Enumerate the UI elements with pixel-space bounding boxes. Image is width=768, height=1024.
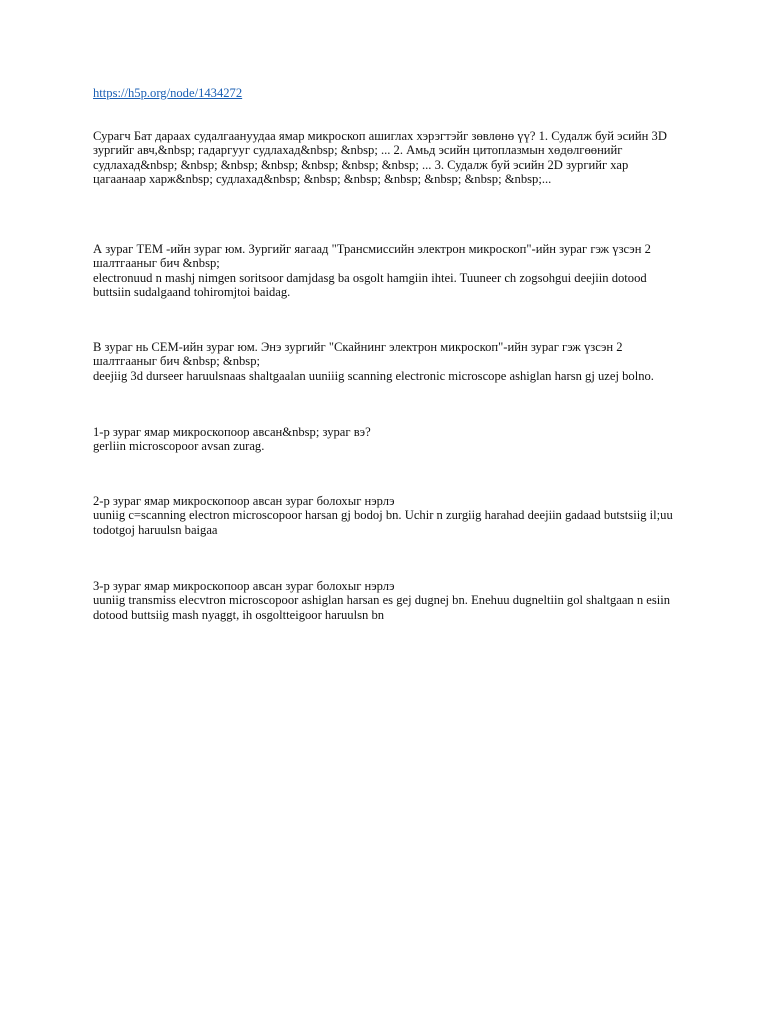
section-answer: uuniig c=scanning electron microscopoor harsan gj bodoj bn. Uchir n zurgiig harahad deejiin gadaad butstsiig il;uu todotgoj haruulsn baigaa (93, 508, 673, 537)
section-3 (93, 425, 678, 454)
section-question: 3-р зураг ямар микроскопоор авсан зураг болохыг нэрлэ (93, 579, 395, 593)
section-question: В зураг нь СЕМ-ийн зураг юм. Энэ зургийг "Скайнинг электрон микроскоп"-ийн зураг гэж үзсэн 2 шалтгааныг бич &nbsp; &nbsp; (93, 340, 623, 369)
section-answer: uuniig transmiss elecvtron microscopoor ashiglan harsan es gej dugnej bn. Enehuu dugneltiin gol shaltgaan n esiin dotood buttsiig mash nyaggt, ih osgoltteigoor haruulsn bn (93, 593, 671, 622)
section-answer: deejiig 3d durseer haruulsnaas shaltgaalan uuniiig scanning electronic microscope ashiglan harsn gj uzej bolno. (93, 368, 654, 383)
section-4 (93, 494, 678, 537)
section-question: 1-р зураг ямар микроскопоор авсан&nbsp; зураг вэ? (93, 425, 371, 439)
section-5 (93, 579, 678, 622)
section-question: 2-р зураг ямар микроскопоор авсан зураг болохыг нэрлэ (93, 494, 395, 508)
section-1 (93, 242, 678, 300)
section-question: А зураг ТЕМ -ийн зураг юм. Зургийг яагаад "Трансмиссийн электрон микроскоп"-ийн зураг гэж үзсэн 2 шалтгааныг бич &nbsp; (93, 242, 651, 271)
section-answer: gerliin microscopoor avsan zurag. (93, 439, 265, 454)
intro-paragraph: Сурагч Бат дараах судалгаануудаа ямар микроскоп ашиглах хэрэгтэйг зөвлөнө үү? 1. Судалж буй эсийн 3D зургийг авч,&nbsp; гадаргууг судлахад&nbsp; &nbsp; ... 2. Амьд эсийн цитоплазмын хөдөлгөөнийг судлахад&nbsp; &nbsp; &nbsp; &nbsp; &nbsp; &nbsp; &nbsp; ... 3. Судалж буй эсийн 2D зургийг хар цагаанаар харж&nbsp; судлахад&nbsp; &nbsp; &nbsp; &nbsp; &nbsp; &nbsp; &nbsp;... (93, 129, 667, 187)
section-2 (93, 340, 678, 383)
source-link[interactable]: https://h5p.org/node/1434272 (93, 86, 243, 100)
section-answer: electronuud n mashj nimgen soritsoor damjdasg ba osgolt hamgiin ihtei. Tuuneer ch zogsohgui deejiin dotood buttsiin sudalgaand tohiromjtoi baidag. (93, 270, 647, 300)
